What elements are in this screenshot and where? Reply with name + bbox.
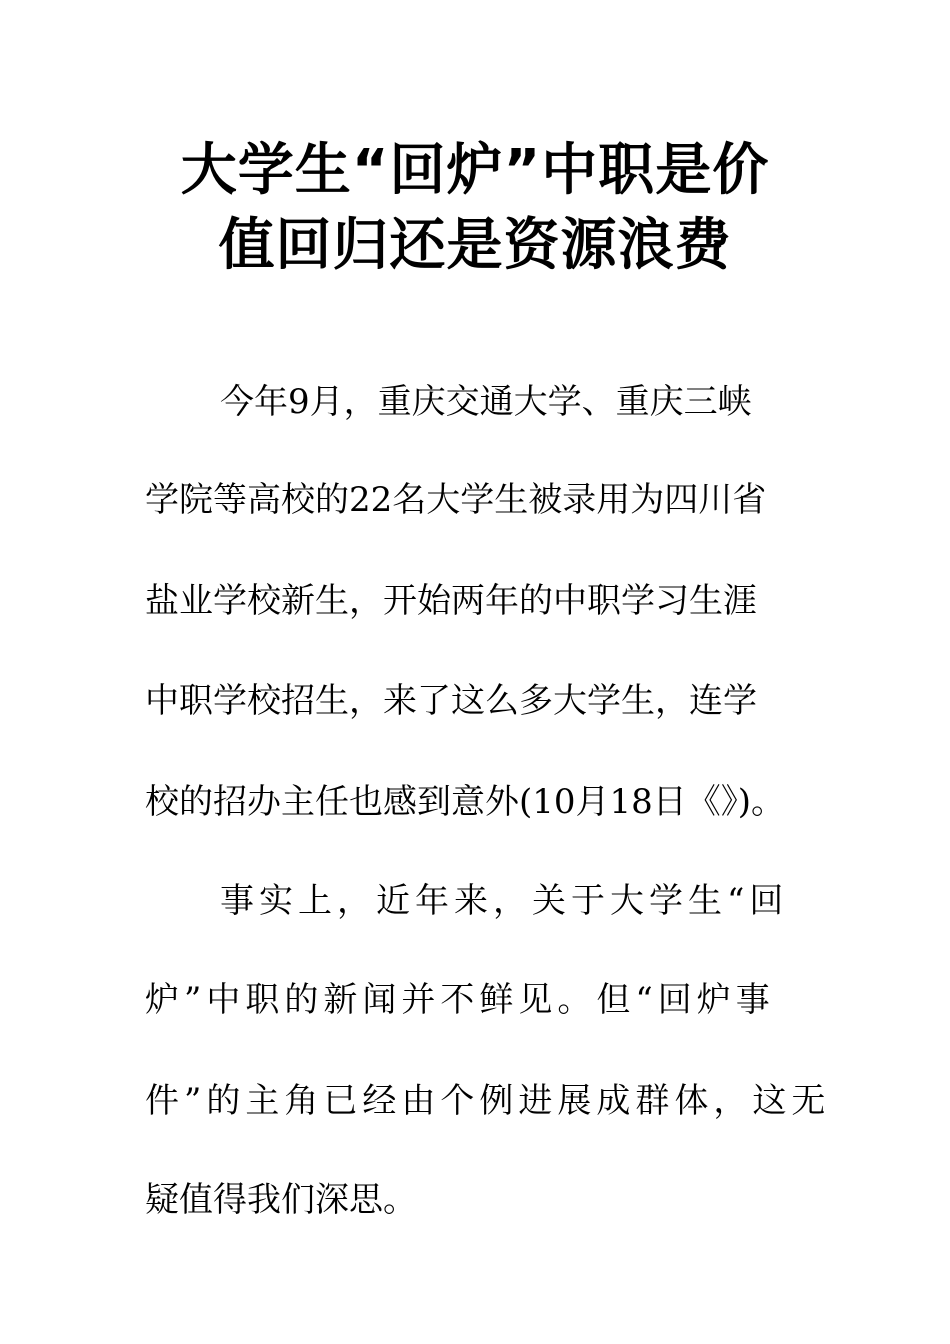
paragraph-line: 中职学校招生，来了这么多大学生，连学: [145, 681, 757, 721]
article-title-line-2: 值回归还是资源浪费: [218, 213, 732, 278]
article-title-line-1: 大学生“回炉”中职是价: [180, 138, 770, 203]
paragraph-line: 盐业学校新生，开始两年的中职学习生涯: [145, 581, 757, 621]
paragraph-line: 校的招办主任也感到意外(10月18日《》)。: [145, 782, 786, 822]
paragraph-line: 学院等高校的22名大学生被录用为四川省: [145, 480, 767, 520]
paragraph-line: 件”的主角已经由个例进展成群体，这无: [145, 1081, 831, 1121]
paragraph-line: 事实上，近年来，关于大学生“回: [220, 881, 789, 921]
paragraph-line: 疑值得我们深思。: [145, 1180, 417, 1220]
paragraph-line: 炉”中职的新闻并不鲜见。但“回炉事: [145, 980, 775, 1020]
paragraph-line: 今年9月，重庆交通大学、重庆三峡: [220, 382, 752, 422]
